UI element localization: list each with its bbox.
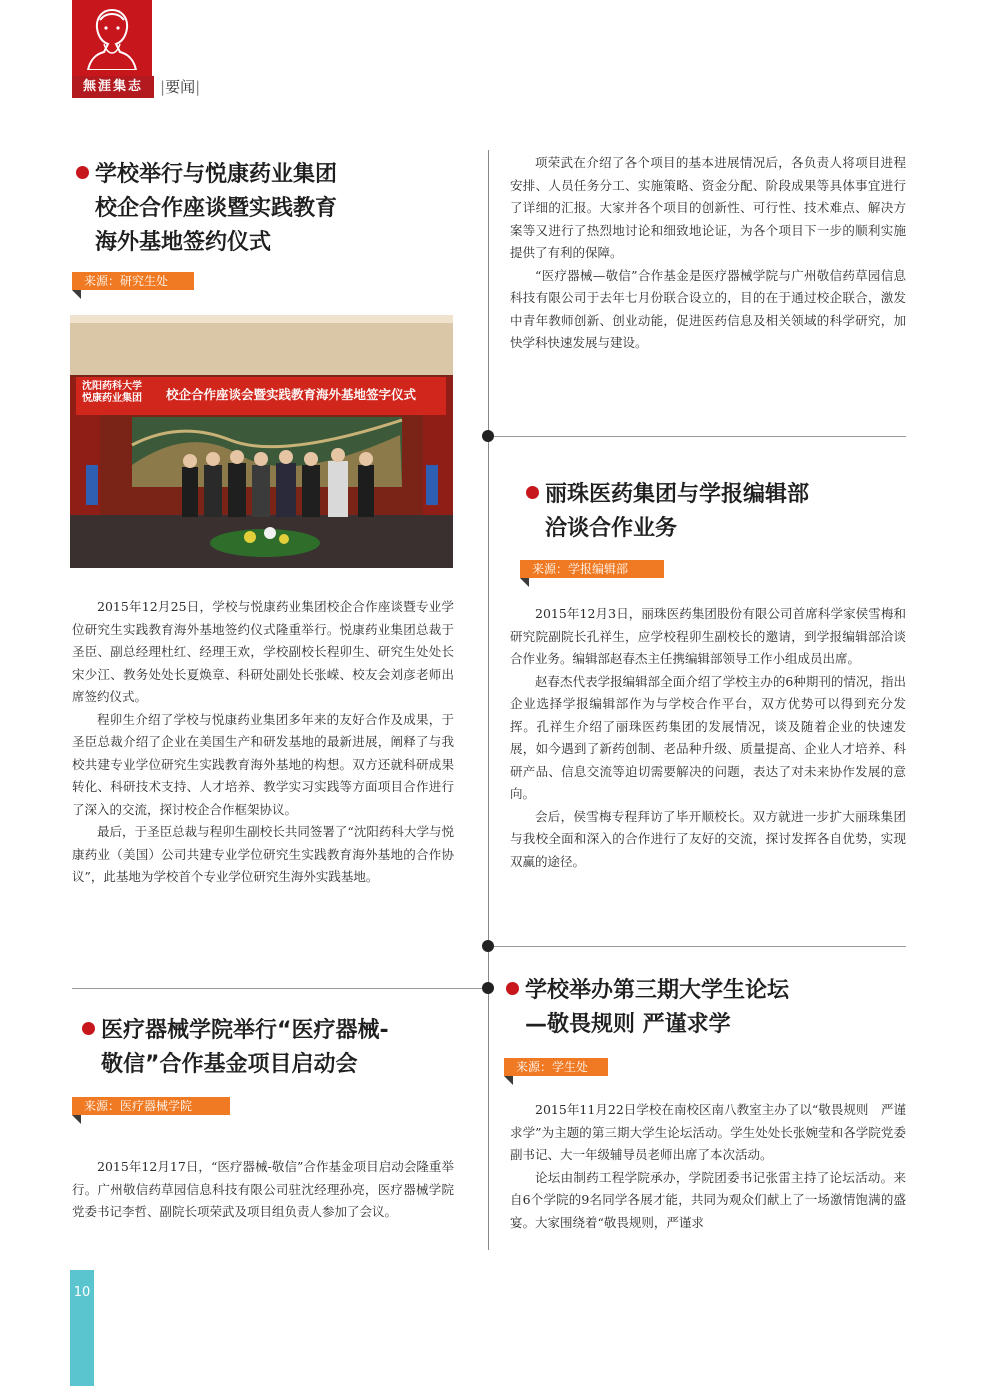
divider-dot — [482, 430, 494, 442]
article-body — [72, 596, 454, 889]
banner-line: 沈阳药科大学 — [82, 381, 142, 392]
title-line: 洽谈合作业务 — [545, 516, 678, 541]
event-photo-illustration — [70, 315, 453, 568]
article-title — [506, 974, 906, 1042]
title-line: —敬畏规则 严谨求学 — [525, 1012, 731, 1037]
paragraph: 2015年12月17日，“医疗器械-敬信”合作基金项目启动会隆重举行。广州敬信药草园信息科技有限公司驻沈经理孙亮，医疗器械学院党委书记李哲、副院长项荣武及项目组负责人参加了会议。 — [72, 1159, 454, 1219]
source-tag: 来源：学生处 — [504, 1058, 608, 1076]
paragraph: 2015年12月3日，丽珠医药集团股份有限公司首席科学家侯雪梅和研究院副院长孔祥生，应学校程卯生副校长的邀请，到学报编辑部洽谈合作业务。编辑部赵春杰主任携编辑部领导工作小组成员出席。 — [510, 606, 906, 666]
scholar-portrait-icon — [82, 4, 142, 70]
paragraph: 会后，侯雪梅专程拜访了毕开顺校长。双方就进一步扩大丽珠集团与我校全面和深入的合作进行了友好的交流，探讨发挥各自优势，实现双赢的途径。 — [510, 808, 906, 869]
banner-small-text — [82, 381, 142, 405]
paragraph: 2015年12月25日，学校与悦康药业集团校企合作座谈暨专业学位研究生实践教育海外基地签约仪式隆重举行。悦康药业集团总裁于圣臣、副总经理杜红、经理王欢，学校副校长程卯生、研究生处处长宋少江、教务处处长夏焕章、科研处副处长张嵘、校友会刘彦老师出席签约仪式。 — [72, 599, 454, 704]
divider-dot — [482, 982, 494, 994]
banner-main-text: 校企合作座谈会暨实践教育海外基地签字仪式 — [166, 387, 417, 402]
horizontal-divider — [494, 436, 906, 437]
title-bullet — [526, 486, 539, 499]
title-line: 校企合作座谈暨实践教育 — [95, 196, 338, 221]
title-line: 丽珠医药集团与学报编辑部 — [545, 482, 810, 507]
paragraph: 程卯生介绍了学校与悦康药业集团多年来的友好合作及成果，于圣臣总裁介绍了企业在美国生产和研发基地的最新进展，阐释了与我校共建专业学位研究生实践教育海外基地的构想。双方还就科研成果转化、科研技术支持、人才培养、教学实习实践等方面项目合作进行了深入的交流，探讨校企合作框架协议。 — [72, 711, 454, 817]
article-title — [76, 158, 476, 260]
section-separator-end: | — [195, 78, 201, 96]
article-body-continued — [510, 152, 906, 355]
title-line: 海外基地签约仪式 — [95, 230, 272, 255]
title-bullet — [76, 166, 89, 179]
paragraph: 论坛由制药工程学院承办，学院团委书记张雷主持了论坛活动。来自6个学院的9名同学各展才能，共同为观众们献上了一场激情饱满的盛宴。大家围绕着“敬畏规则，严谨求 — [510, 1169, 906, 1230]
event-photo — [70, 315, 453, 568]
source-tag: 来源：研究生处 — [72, 272, 194, 290]
article-title — [82, 1014, 482, 1082]
page-number: 10 — [73, 1285, 91, 1300]
paragraph: 2015年11月22日学校在南校区南八教室主办了以“敬畏规则 严谨求学”为主题的第三期大学生论坛活动。学生处处长张婉莹和各学院党委副书记、大一年级辅导员老师出席了本次活动。 — [510, 1102, 906, 1162]
horizontal-divider — [494, 946, 906, 947]
title-bullet — [82, 1022, 95, 1035]
section-separator: | — [160, 78, 166, 96]
column-divider — [488, 150, 489, 1250]
brand-name: 無涯集志 — [72, 76, 154, 98]
article-body — [510, 603, 906, 873]
section-label — [160, 76, 200, 98]
source-tag-fold — [72, 1115, 81, 1124]
source-tag-fold — [72, 290, 81, 299]
source-tag-fold — [504, 1076, 513, 1085]
title-line: 医疗器械学院举行“医疗器械- — [101, 1018, 389, 1043]
title-line: 学校举办第三期大学生论坛 — [525, 978, 790, 1003]
paragraph: “医疗器械—敬信”合作基金是医疗器械学院与广州敬信药草园信息科技有限公司于去年七月份联合设立的，目的在于通过校企联合，激发中青年教师创新、创业动能，促进医药信息及相关领域的科学研究，加快学科快速发展与建设。 — [510, 267, 906, 350]
title-line: 敬信”合作基金项目启动会 — [101, 1052, 358, 1077]
horizontal-divider — [72, 988, 482, 989]
source-tag: 来源：学报编辑部 — [520, 560, 664, 578]
article-body — [72, 1156, 454, 1224]
source-tag-fold — [520, 578, 529, 587]
paragraph: 项荣武在介绍了各个项目的基本进展情况后，各负责人将项目进程安排、人员任务分工、实施策略、资金分配、阶段成果等具体事宜进行了详细的汇报。大家并各个项目的创新性、可行性、技术难点、解决方案等又进行了热烈地讨论和细致地论证，为各个项目下一步的顺利实施提供了有利的保障。 — [510, 155, 906, 260]
banner-line: 悦康药业集团 — [82, 393, 142, 404]
paragraph: 最后，于圣臣总裁与程卯生副校长共同签署了“沈阳药科大学与悦康药业（美国）公司共建专业学位研究生实践教育海外基地的合作协议”，此基地为学校首个专业学位研究生海外实践基地。 — [72, 824, 454, 884]
article-title — [526, 478, 906, 546]
section-title: 要闻 — [165, 78, 196, 96]
title-bullet — [506, 982, 519, 995]
divider-dot — [482, 940, 494, 952]
paragraph: 赵春杰代表学报编辑部全面介绍了学校主办的6种期刊的情况，指出企业选择学报编辑部作为与学校合作平台，双方优势可以得到充分发挥。孔祥生介绍了丽珠医药集团的发展情况，谈及随着企业的快速发展，如今遇到了新药创制、老品种升级、质量提高、企业人才培养、科研产品、信息交流等迫切需要解决的问题，表达了对未来协作发展的意向。 — [510, 673, 906, 801]
article-body — [510, 1099, 906, 1234]
source-tag: 来源：医疗器械学院 — [72, 1097, 230, 1115]
title-line: 学校举行与悦康药业集团 — [95, 162, 338, 187]
